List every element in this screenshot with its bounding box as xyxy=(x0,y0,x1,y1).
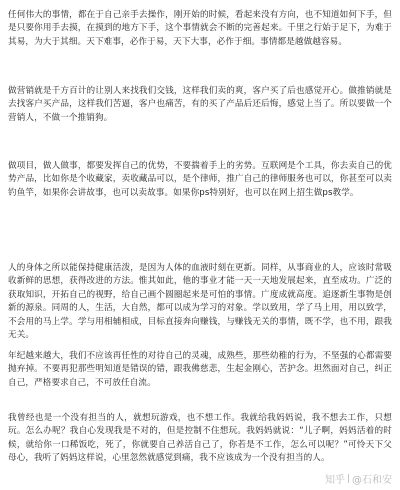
paragraph-6: 我曾经也是一个没有担当的人，就想玩游戏，也不想工作。我就给我妈妈说，我不想去工作，只想玩。怎么办呢？我自心发现我是不对的，但是控制不住想玩。我妈妈就说：“儿子啊，妈妈活着的时候，就给你一口稀饭吃，死了，你就要自己养活自己了，你若是不工作，怎么可以呢？”可怜天下父母心，我听了妈妈这样说，心里忽然就感觉到痛，我不应该成为一个没有担当的人。 xyxy=(8,413,392,464)
zhihu-watermark xyxy=(325,471,392,486)
watermark-platform: 知乎 xyxy=(325,475,345,486)
paragraph-4: 人的身体之所以能保持健康活泼，是因为人体的血液时刻在更新。同样，从事商业的人，应该时常吸收新鲜的思想，获得改进的方法。惟其如此，他的事业才能一天一天地发展起来，直至成功。广泛的获取知识，开拓自己的视野，给自己画个圆圈起来是可怕的事情。广度成就高度。追逐新生事物是创新的源泉。同周的人，生活，大自然，都可以成为学习的对象。学以致用，学了马上用，用以致学，不会用的马上学。学与用相辅相成，目标直接奔向赚钱，与赚钱无关的事情，既不学，也不用，跟我无关。 xyxy=(8,263,392,341)
watermark-divider xyxy=(348,474,349,483)
watermark-author: @石和安 xyxy=(352,475,392,486)
paragraph-1: 任何伟大的事情，都在于自己亲手去操作，刚开始的时候，看起来没有方向，也不知道如何下手，但是只要你用手去摸，在摸到的地方下手，这个事情就会不断的完善起来。千里之行始于足下，为难于其易，为大于其细。天下难事，必作于易，天下大事，必作于细。事情都是越做越容易。 xyxy=(8,10,392,47)
paragraph-2: 做营销就是千方百计的让别人来找我们交钱，这样我们卖的爽，客户买了后也感觉开心。做推销就是去找客户买产品，这样我们苦逼，客户也痛苦，有的买了产品后还后悔，感觉上当了。所以要做一个营销人，不做一个推销狗。 xyxy=(8,86,392,123)
paragraph-3: 做项目，做人做事，都要发挥自己的优势，不要揣着手上的劣势。互联网是个工具，你去卖自己的优势产品，比如你是个收藏家，卖收藏品可以，是个律师，推广自己的律师服务也可以，你甚至可以卖钓鱼竿，如果你会讲故事，也可以卖故事。如果你ps特别好，也可以在网上招生做ps教学。 xyxy=(8,161,392,198)
paragraph-5: 年纪越来越大，我们不应该再任性的对待自己的灵魂，成熟些，那些幼稚的行为，不坚强的心都需要抛弃掉。不要再犯那些明知道是错误的错，跟我佛慈悲，生起金刚心，苦护念。坦然面对自己，纠正自己，严格要求自己，不可放任自流。 xyxy=(8,351,392,388)
